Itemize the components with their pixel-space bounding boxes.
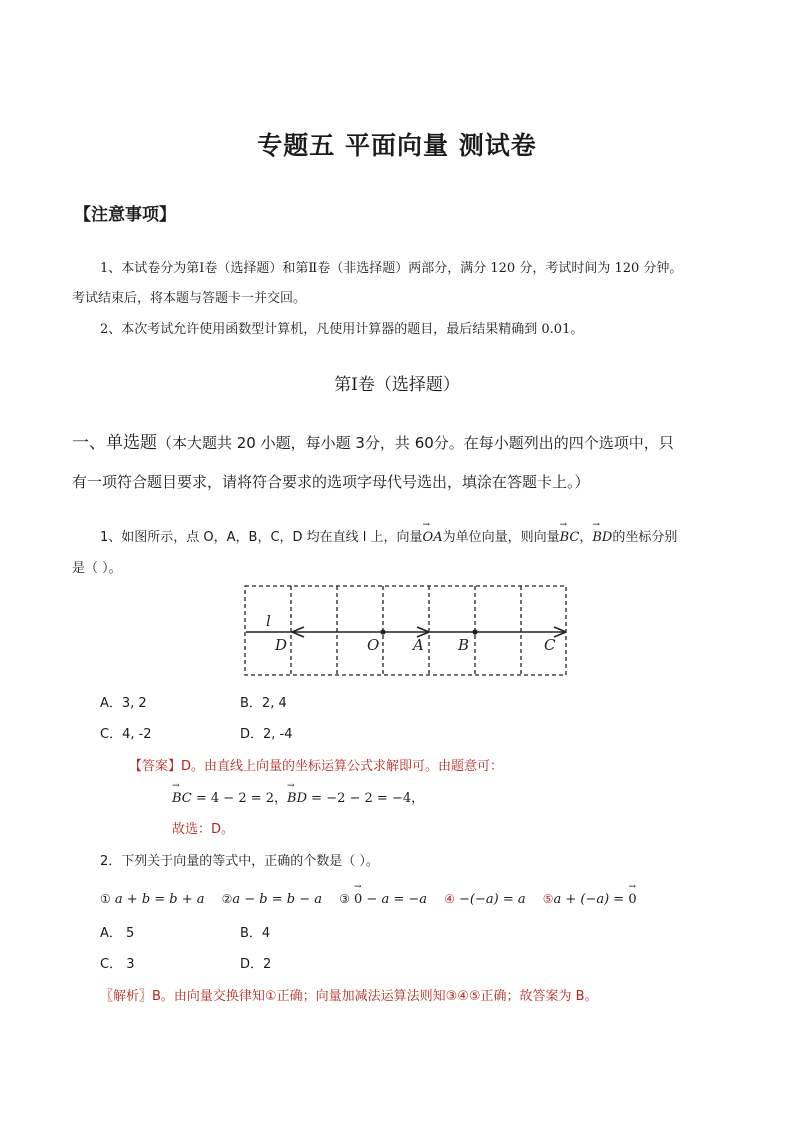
q2-analysis bbox=[100, 985, 598, 1004]
q1-option-a: A．3, 2 bbox=[100, 696, 147, 711]
vector-bc: → BC bbox=[560, 530, 580, 545]
vector-bd: → BD bbox=[592, 530, 612, 545]
q2-option-d: D．2 bbox=[240, 957, 272, 972]
calc-vector-bd: → BD bbox=[287, 791, 307, 806]
q2-item-2: ②a − b = b − a bbox=[221, 892, 323, 907]
q2-option-b: B．4 bbox=[240, 926, 271, 941]
analysis-tag: 〖解析〗 bbox=[100, 989, 153, 1004]
question-1-text bbox=[100, 526, 677, 545]
label-b: B bbox=[458, 636, 470, 654]
notice-line-1: 1、本试卷分为第Ⅰ卷（选择题）和第Ⅱ卷（非选择题）两部分，满分 120 分，考试时间为 120 分钟。 bbox=[100, 261, 683, 276]
volume-heading: 第Ⅰ卷（选择题） bbox=[334, 375, 460, 395]
calc-bd-value: = −2 − 2 = −4， bbox=[307, 791, 425, 806]
q2-item-5: ⑤a + (−a) = → 0 bbox=[543, 892, 637, 907]
q2-item-4: ④ −(−a) = a bbox=[444, 892, 526, 907]
notice-heading: 【注意事项】 bbox=[74, 205, 176, 225]
q2-option-a: A． 5 bbox=[100, 926, 135, 941]
notice-line-1b: 考试结束后，将本题与答题卡一并交回。 bbox=[72, 291, 307, 306]
question-1-text-end: 是（ ）。 bbox=[72, 561, 122, 576]
section-heading bbox=[72, 428, 674, 453]
q1-calculation bbox=[172, 787, 424, 806]
q1-option-b: B．2, 4 bbox=[240, 696, 287, 711]
section-desc-2: 有一项符合题目要求，请将符合要求的选项字母代号选出，填涂在答题卡上。） bbox=[72, 473, 590, 491]
q2-item-1: ① a + b = b + a bbox=[100, 892, 205, 907]
q1-text-b: 为单位向量，则向量 bbox=[442, 530, 560, 545]
q1-sep: ， bbox=[579, 530, 593, 545]
q1-text-a: 1、如图所示，点 O，A，B，C，D 均在直线 l 上，向量 bbox=[100, 530, 423, 545]
calc-bc-value: = 4 − 2 = 2， bbox=[191, 791, 288, 806]
q2-item-3: ③ → 0 − a = −a bbox=[339, 892, 427, 907]
answer-tag: 【答案】 bbox=[129, 759, 182, 774]
point-b bbox=[472, 629, 477, 634]
q1-choice: 故选：D。 bbox=[172, 822, 235, 837]
point-o bbox=[380, 629, 385, 634]
q1-option-c: C．4, -2 bbox=[100, 727, 152, 742]
question-2-text: 2．下列关于向量的等式中，正确的个数是（ ）。 bbox=[100, 854, 379, 869]
q1-option-d: D．2, -4 bbox=[240, 727, 293, 742]
dashed-grid bbox=[245, 586, 566, 675]
q1-text-c: 的坐标分别 bbox=[612, 530, 678, 545]
label-a: A bbox=[413, 636, 424, 654]
q1-answer bbox=[129, 755, 503, 774]
label-c: C bbox=[544, 636, 556, 654]
q2-equations bbox=[100, 888, 637, 907]
section-desc-1: （本大题共 20 小题，每小题 3分，共 60分。在每小题列出的四个选项中，只 bbox=[157, 434, 674, 452]
label-d: D bbox=[275, 636, 288, 654]
page-title: 专题五 平面向量 测试卷 bbox=[257, 131, 537, 160]
number-line-figure bbox=[244, 584, 570, 678]
label-l: l bbox=[266, 612, 271, 630]
vector-oa: → OA bbox=[423, 530, 443, 545]
section-name: 一、单选题 bbox=[72, 433, 157, 453]
notice-line-2: 2、本次考试允许使用函数型计算机，凡使用计算器的题目，最后结果精确到 0.01。 bbox=[100, 322, 584, 337]
calc-vector-bc: → BC bbox=[172, 791, 192, 806]
label-o: O bbox=[367, 636, 380, 654]
q2-option-c: C． 3 bbox=[100, 957, 135, 972]
analysis-text: B。由向量交换律知①正确；向量加减法运算法则知③④⑤正确；故答案为 B。 bbox=[152, 989, 598, 1004]
answer-text: D。由直线上向量的坐标运算公式求解即可。由题意可： bbox=[181, 759, 504, 774]
